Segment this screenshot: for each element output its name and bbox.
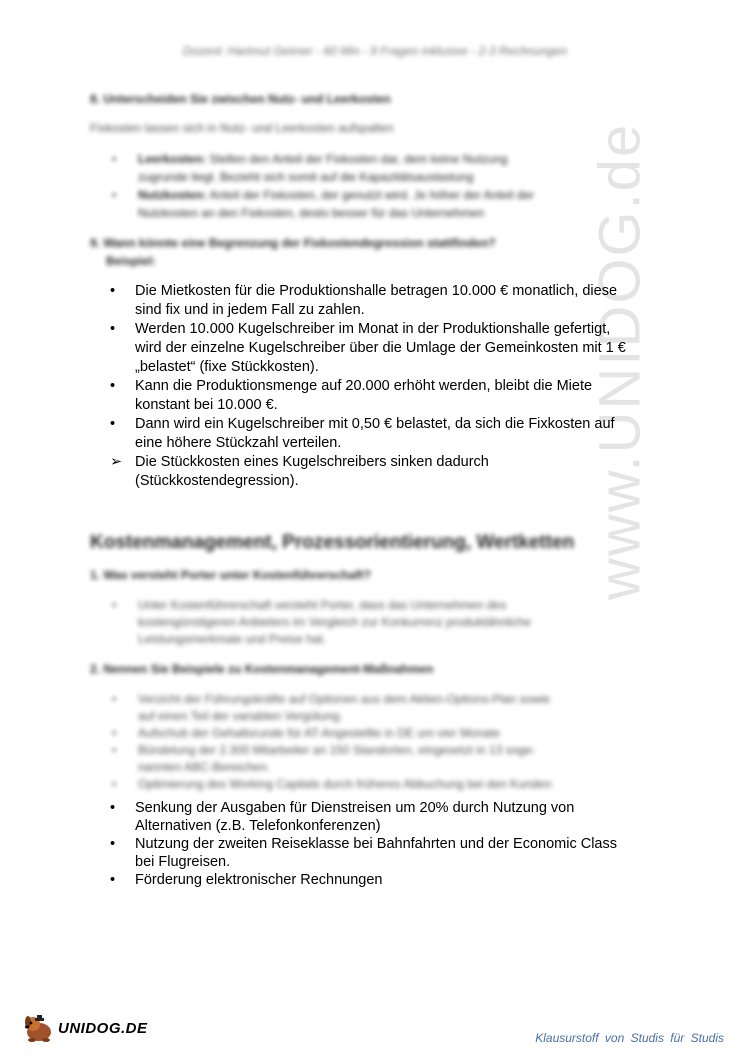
list-item <box>110 725 655 742</box>
list-item <box>110 320 655 377</box>
bullet-icon: • <box>110 836 116 852</box>
list-item-text: nannten ABC-Bereichen. <box>138 760 271 774</box>
list-item-text: wird der einzelne Kugelschreiber über die Umlage der Gemeinkosten mit 1 € <box>135 340 626 356</box>
list-item-text: sind fix und in jedem Fall zu zahlen. <box>135 302 365 318</box>
logo-text: UNIDOG.DE <box>58 1019 148 1037</box>
list-item <box>110 150 650 186</box>
bullet-icon: • <box>110 283 116 299</box>
list-item-text: Alternativen (z.B. Telefonkonferenzen) <box>135 818 381 834</box>
list-item <box>110 871 655 889</box>
section-question-1-list <box>110 597 650 648</box>
bullet-icon: • <box>112 152 117 166</box>
question-8-intro: Fixkosten lassen sich in Nutz- und Leerkosten aufspalten <box>90 121 394 135</box>
list-item-text: Bündelung der 2.300 Mitarbeiter an 150 Standorten, eingesetzt in 13 soge- <box>138 743 536 757</box>
list-item-text: kostengünstigeren Anbieters im Vergleich zur Konkurrenz produktähnliche <box>138 615 531 629</box>
page-header: Dozent: Hartmut Geimer - 60 Min - 9 Fragen inklusive - 2-3 Rechnungen <box>182 44 568 58</box>
list-item <box>110 799 655 835</box>
list-item-text: Leistungsmerkmale und Preise hat. <box>138 632 327 646</box>
list-item-text: auf einen Teil der variablen Vergütung. <box>138 709 343 723</box>
section-title: Kostenmanagement, Prozessorientierung, Wertketten <box>90 532 575 553</box>
definition-text: zugrunde liegt. Bezieht sich somit auf die Kapazitätsauslastung <box>138 170 474 184</box>
list-item-text: Nutzung der zweiten Reiseklasse bei Bahnfahrten und der Economic Class <box>135 836 617 852</box>
list-item-text: Unter Kostenführerschaft versteht Porter, dass das Unternehmen des <box>138 598 507 612</box>
section-question-2-title: 2. Nennen Sie Beispiele zu Kostenmanagement-Maßnahmen <box>90 662 434 676</box>
list-item <box>110 186 650 222</box>
unidog-logo[interactable] <box>22 1012 148 1044</box>
list-item <box>110 742 655 776</box>
section-question-2-blurred-list <box>110 691 655 793</box>
list-item-text: Senkung der Ausgaben für Dienstreisen um 20% durch Nutzung von <box>135 800 575 816</box>
bullet-icon: • <box>112 692 117 706</box>
list-item-text: eine höhere Stückzahl verteilen. <box>135 435 342 451</box>
list-item-text: Optimierung des Working Capitals durch früheres Abbuchung bei den Kunden <box>138 777 552 791</box>
list-item <box>110 597 650 648</box>
list-item-text: Förderung elektronischer Rechnungen <box>135 872 383 888</box>
list-item <box>110 415 655 453</box>
bullet-icon: • <box>112 188 117 202</box>
bullet-icon: • <box>112 743 117 757</box>
watermark: www.UNIDOG.de <box>587 122 653 600</box>
list-item-text: (Stückkostendegression). <box>135 473 299 489</box>
bullet-icon: • <box>112 777 117 791</box>
list-item-text: konstant bei 10.000 €. <box>135 397 278 413</box>
bullet-icon: • <box>112 598 117 612</box>
definition-text: Nutzkosten an den Fixkosten, desto besser für das Unternehmen <box>138 206 485 220</box>
list-item-text: Dann wird ein Kugelschreiber mit 0,50 € belastet, da sich die Fixkosten auf <box>135 416 615 432</box>
term-label: Nutzkosten: <box>138 188 207 202</box>
definition-text: Anteil der Fixkosten, der genutzt wird. Je höher der Anteil der <box>206 188 535 202</box>
list-item <box>110 691 655 725</box>
bullet-icon: • <box>110 321 116 337</box>
arrow-bullet-icon: ➢ <box>110 454 123 470</box>
bullet-icon: • <box>110 378 116 394</box>
dog-icon <box>22 1012 56 1044</box>
list-item <box>110 453 655 491</box>
term-label: Leerkosten: <box>138 152 207 166</box>
section-question-2-list <box>110 799 655 889</box>
question-8-list <box>110 150 650 222</box>
bullet-icon: • <box>110 800 116 816</box>
list-item-text: Die Mietkosten für die Produktionshalle betragen 10.000 € monatlich, diese <box>135 283 618 299</box>
question-9-subtitle: Beispiel: <box>106 254 157 268</box>
list-item-text: bei Flugreisen. <box>135 854 231 870</box>
bullet-icon: • <box>110 872 116 888</box>
question-9-title: 9. Wann könnte eine Begrenzung der Fixkostendegression stattfinden? <box>90 236 496 250</box>
question-8-title: 8. Unterscheiden Sie zwischen Nutz- und Leerkosten <box>90 92 391 106</box>
list-item-text: Die Stückkosten eines Kugelschreibers sinken dadurch <box>135 454 489 470</box>
section-question-1-title: 1. Was versteht Porter unter Kostenführerschaft? <box>90 568 371 582</box>
list-item-text: Verzicht der Führungskräfte auf Optionen aus dem Aktien-Options-Plan sowie <box>138 692 551 706</box>
footer-slogan: Klausurstoff von Studis für Studis <box>535 1031 724 1045</box>
list-item-text: Aufschub der Gehaltsrunde für AT-Angestellte in DE um vier Monate <box>138 726 500 740</box>
list-item <box>110 377 655 415</box>
bullet-icon: • <box>110 416 116 432</box>
list-item-text: Kann die Produktionsmenge auf 20.000 erhöht werden, bleibt die Miete <box>135 378 593 394</box>
bullet-icon: • <box>112 726 117 740</box>
question-9-list <box>110 282 655 491</box>
list-item <box>110 776 655 793</box>
list-item-text: „belastet“ (fixe Stückkosten). <box>135 359 319 375</box>
definition-text: Stellen den Anteil der Fixkosten dar, dem keine Nutzung <box>206 152 508 166</box>
list-item <box>110 282 655 320</box>
list-item <box>110 835 655 871</box>
list-item-text: Werden 10.000 Kugelschreiber im Monat in der Produktionshalle gefertigt, <box>135 321 611 337</box>
